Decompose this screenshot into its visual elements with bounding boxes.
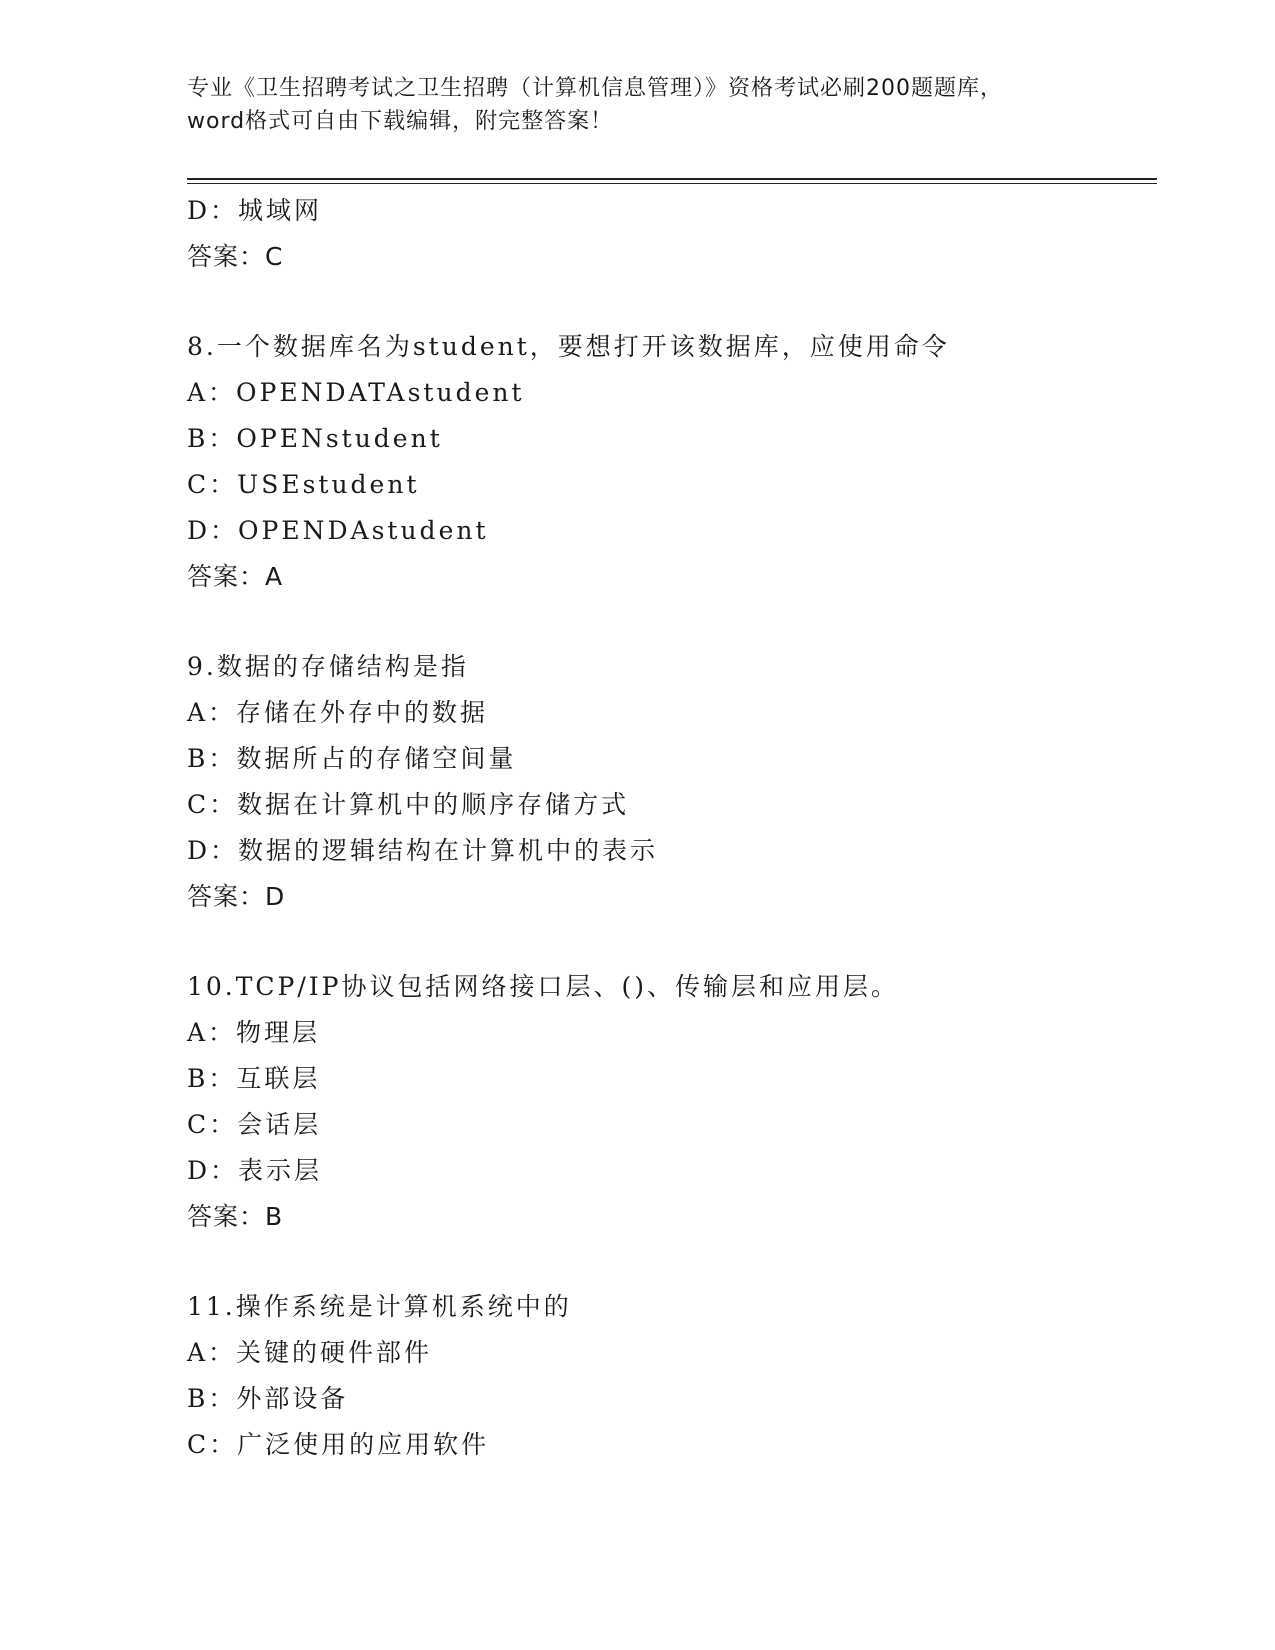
question-block-10	[187, 964, 1167, 1240]
question-block-11	[187, 1284, 1167, 1468]
option-a: A：物理层	[187, 1018, 321, 1047]
header-line-2: word格式可自由下载编辑，附完整答案！	[187, 109, 614, 134]
option-b: B：OPENstudent	[187, 424, 443, 453]
option-d: D：城域网	[187, 196, 323, 225]
option-d: D：表示层	[187, 1156, 323, 1185]
question-block-8	[187, 324, 1167, 600]
question-text: 10.TCP/IP协议包括网络接口层、()、传输层和应用层。	[187, 972, 900, 1001]
option-c: C：会话层	[187, 1110, 322, 1139]
answer-line: 答案：B	[187, 1202, 284, 1231]
header-divider	[187, 178, 1157, 184]
answer-line: 答案：C	[187, 242, 284, 271]
option-a: A：存储在外存中的数据	[187, 698, 489, 727]
question-text: 9.数据的存储结构是指	[187, 652, 469, 681]
option-c: C：广泛使用的应用软件	[187, 1430, 490, 1459]
option-d: D：OPENDAstudent	[187, 516, 489, 545]
question-text: 11.操作系统是计算机系统中的	[187, 1292, 572, 1321]
document-header	[187, 72, 1087, 138]
answer-line: 答案：A	[187, 562, 284, 591]
option-b: B：数据所占的存储空间量	[187, 744, 517, 773]
option-b: B：互联层	[187, 1064, 321, 1093]
question-block-9	[187, 644, 1167, 920]
answer-line: 答案：D	[187, 882, 286, 911]
option-a: A：关键的硬件部件	[187, 1338, 433, 1367]
option-c: C：USEstudent	[187, 470, 420, 499]
option-d: D：数据的逻辑结构在计算机中的表示	[187, 836, 659, 865]
header-line-1: 专业《卫生招聘考试之卫生招聘（计算机信息管理）》资格考试必刷200题题库，	[187, 76, 1003, 101]
option-a: A：OPENDATAstudent	[187, 378, 525, 407]
option-b: B：外部设备	[187, 1384, 349, 1413]
question-text: 8.一个数据库名为student，要想打开该数据库，应使用命令	[187, 332, 950, 361]
option-c: C：数据在计算机中的顺序存储方式	[187, 790, 630, 819]
question-list	[187, 188, 1167, 1468]
